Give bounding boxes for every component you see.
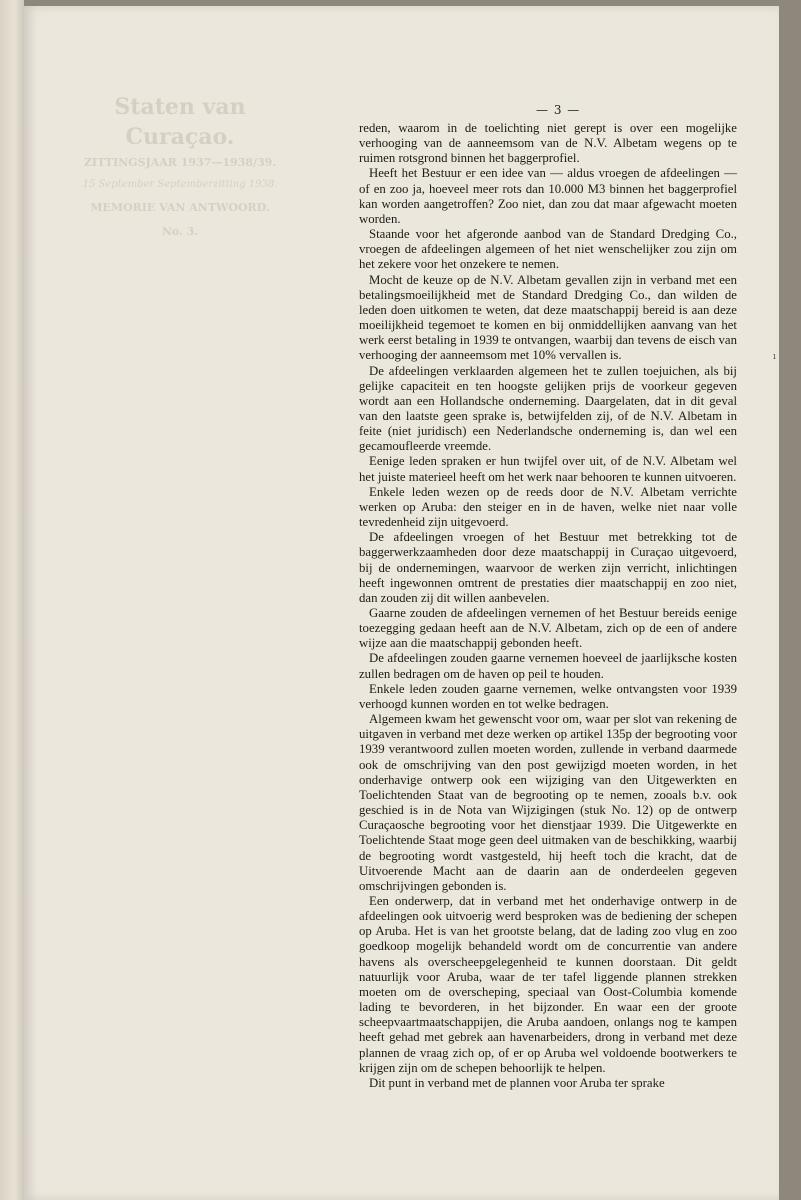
paragraph: Een onderwerp, dat in verband met het onderhavige ontwerp in de afdeelingen ook uitvoerig werd besproken was de bediening der schepen op Aruba. Het is van het grootste belang, dat de lading zoo vlug en zoo goedkoop mogelijk behandeld wordt om de concurrentie van andere havens als overscheepgelegenheid te kunnen doorstaan. Dit geldt natuurlijk voor Aruba, waar de ter tafel liggende plannen strekken moeten om de overscheping, speciaal van Oost-Columbia komende lading te bevorderen, in het bijzonder. En waar een der groote scheepvaartmaatschappijen, die Aruba aandoen, onlangs nog te kampen heeft gehad met gebrek aan havenarbeiders, drong in verband met deze plannen de vraag zich op, of er op Aruba wel voldoende bootwerkers te krijgen zijn om de schepen behoorlijk te helpen. [359,893,737,1075]
paragraph: Eenige leden spraken er hun twijfel over uit, of de N.V. Albetam wel het juiste materieel heeft om het werk naar behooren te kunnen uitvoeren. [359,454,737,484]
page-number: — 3 — [536,103,581,117]
ghost-doc-number: No. 3. [161,225,199,238]
margin-mark: ı [773,352,776,362]
body-text [359,121,737,1091]
paragraph: Gaarne zouden de afdeelingen vernemen of het Bestuur bereids eenige toezegging gedaan heeft aan de N.V. Albetam, zich op de een of andere wijze aan die maatschappij gebonden heeft. [359,606,737,651]
show-through-header [60,92,300,244]
ghost-session: ZITTINGSJAAR 1937—1938/39. [83,156,277,169]
paragraph: Enkele leden zouden gaarne vernemen, welke ontvangsten voor 1939 verhoogd kunnen worden en tot welke bedragen. [359,681,737,711]
book-spine [0,0,24,1200]
paragraph: reden, waarom in de toelichting niet gerept is over een mogelijke verhooging van de aanneemsom van de N.V. Albetam wegens op te ruimen rotsgrond binnen het baggerprofiel. [359,121,737,166]
paragraph: Staande voor het afgeronde aanbod van de Standard Dredging Co., vroegen de afdeelingen algemeen of het niet wenschelijker zou zijn om het zekere voor het onzekere te nemen. [359,227,737,272]
paragraph: Enkele leden wezen op de reeds door de N.V. Albetam verrichte werken op Aruba: den steiger en in de haven, welke niet naar volle tevredenheid zijn uitgevoerd. [359,484,737,530]
paragraph: Algemeen kwam het gewenscht voor om, waar per slot van rekening de uitgaven in verband met deze werken op artikel 135p der begrooting voor 1939 verantwoord zullen moeten worden, zullende in verband daarmede ook de omschrijving van den post gewijzigd moeten worden, in het onderhavige ontwerp ook een wijziging van den Uitgewerkten en Toelichtenden Staat van de begrooting op te nemen, zooals b.v. ook geschied is in de Nota van Wijzigingen (stuk No. 12) op de ontwerp Curaçaosche begrooting voor het dienstjaar 1939. Die Uitgewerkte en Toelichtende Staat moge geen deel uitmaken van de beschikking, waarbij de begrooting wordt vastgesteld, hij heeft toch die kracht, dat de Uitvoerende Macht aan de daarin aan de onderdeelen gegeven omschrijvingen gebonden is. [359,712,737,893]
ghost-title: Staten van Curaçao. [114,94,246,150]
paragraph: De afdeelingen zouden gaarne vernemen hoeveel de jaarlijksche kosten zullen bedragen om de haven op peil te houden. [359,651,737,681]
ghost-doc-type: MEMORIE VAN ANTWOORD. [90,201,270,214]
ghost-meeting: 15 September Septemberzitting 1938. [82,179,278,190]
paragraph: Heeft het Bestuur er een idee van — aldus vroegen de afdeelingen — of en zoo ja, hoeveel meer rots dan 10.000 M3 binnen het baggerprofiel kan worden aangetroffen? Zoo niet, dan zou dat maar afgewacht moeten worden. [359,166,737,226]
paragraph: De afdeelingen verklaarden algemeen het te zullen toejuichen, als bij gelijke capaciteit en ten hoogste gelijken prijs de voorkeur gegeven wordt aan een Hollandsche onderneming. Daargelaten, dat in dit geval van den laatste geen sprake is, betwijfelden zij, of de N.V. Albetam in feite (niet juridisch) een Nederlandsche onderneming is, dan wel een gecamoufleerde vreemde. [359,363,737,454]
paragraph: De afdeelingen vroegen of het Bestuur met betrekking tot de baggerwerkzaamheden door deze maatschappij in Curaçao uitgevoerd, bij de ondernemingen, waarvoor de werken zijn verricht, inlichtingen heeft ingewonnen omtrent de prestaties dier maatschappij en zoo niet, dan zouden zij dit willen aanbevelen. [359,530,737,605]
paragraph: Dit punt in verband met de plannen voor Aruba ter sprake [369,1075,665,1090]
paragraph: Mocht de keuze op de N.V. Albetam gevallen zijn in verband met een betalingsmoeilijkheid met de Standard Dredging Co., dan wilden de leden doen uitkomen te weten, dat deze maatschappij bereid is aan deze moeilijkheid tegemoet te komen en bij onmiddellijken aanvang van het werk eerst betaling in 1939 te ontvangen, waarbij dan tevens de eisch van verhooging der aanneemsom met 10% vervallen is. [359,272,737,363]
